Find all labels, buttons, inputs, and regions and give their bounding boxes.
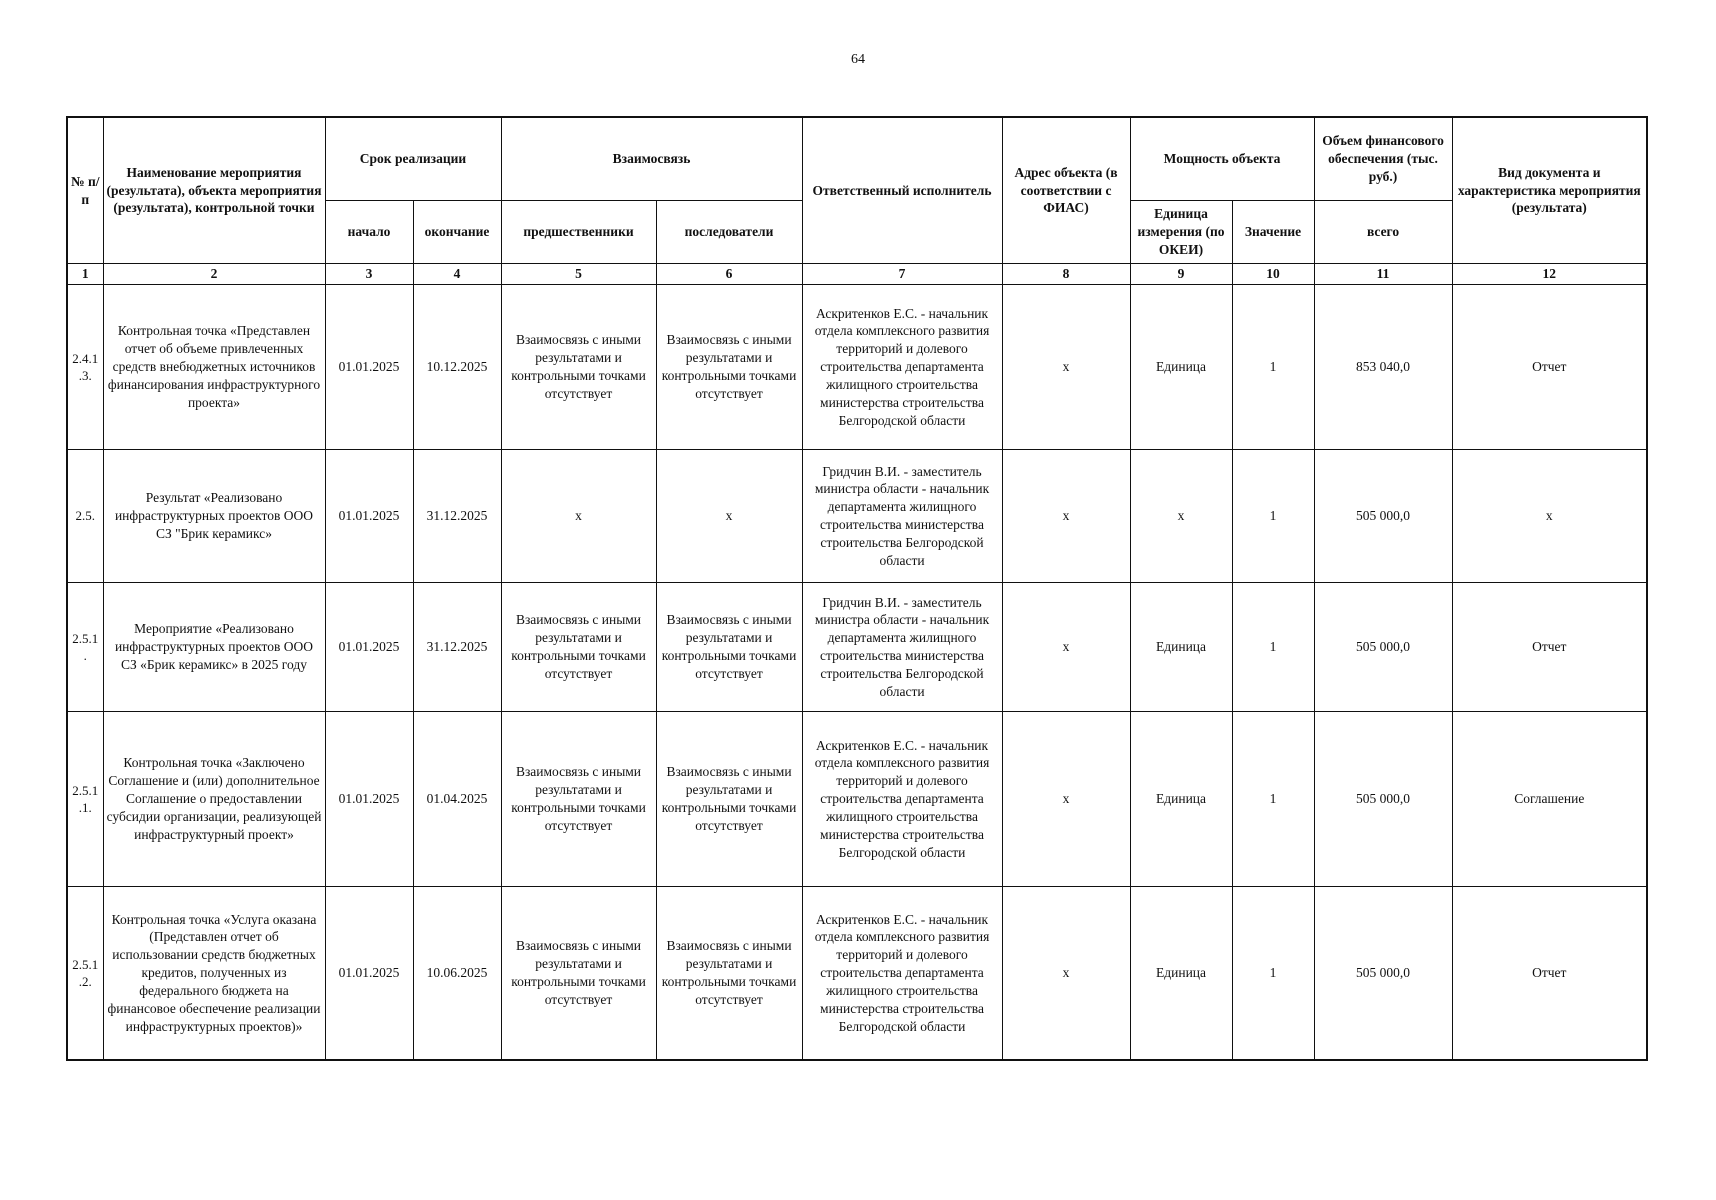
row-end: 31.12.2025: [413, 583, 501, 712]
header-link-succ: последователи: [656, 201, 802, 264]
table-row: [67, 712, 1647, 887]
row-successors: Взаимосвязь с иными результатами и контрольными точками отсутствует: [656, 583, 802, 712]
row-document: х: [1452, 450, 1647, 583]
table-row: [67, 583, 1647, 712]
header-term: Срок реализации: [325, 117, 501, 201]
row-document: Соглашение: [1452, 712, 1647, 887]
row-predecessors: Взаимосвязь с иными результатами и контрольными точками отсутствует: [501, 583, 656, 712]
column-number: 8: [1002, 264, 1130, 285]
row-end: 10.06.2025: [413, 887, 501, 1061]
row-responsible: Гридчин В.И. - заместитель министра области - начальник департамента жилищного строительства министерства строительства Белгородской области: [802, 450, 1002, 583]
row-value: 1: [1232, 887, 1314, 1061]
row-address: х: [1002, 285, 1130, 450]
column-number: 10: [1232, 264, 1314, 285]
row-unit: х: [1130, 450, 1232, 583]
row-start: 01.01.2025: [325, 583, 413, 712]
header-finance: Объем финансового обеспечения (тыс. руб.): [1314, 117, 1452, 201]
header-term-start: начало: [325, 201, 413, 264]
table-row: [67, 887, 1647, 1061]
header-responsible: Ответственный исполнитель: [802, 117, 1002, 264]
row-name: Контрольная точка «Представлен отчет об объеме привлеченных средств внебюджетных источников финансирования инфраструктурного проекта»: [103, 285, 325, 450]
column-number: 4: [413, 264, 501, 285]
row-start: 01.01.2025: [325, 450, 413, 583]
column-number: 7: [802, 264, 1002, 285]
table-row: [67, 285, 1647, 450]
row-address: х: [1002, 887, 1130, 1061]
row-responsible: Гридчин В.И. - заместитель министра области - начальник департамента жилищного строительства министерства строительства Белгородской области: [802, 583, 1002, 712]
row-address: х: [1002, 712, 1130, 887]
row-value: 1: [1232, 285, 1314, 450]
row-predecessors: Взаимосвязь с иными результатами и контрольными точками отсутствует: [501, 285, 656, 450]
header-num: № п/п: [67, 117, 103, 264]
row-successors: х: [656, 450, 802, 583]
row-responsible: Аскритенков Е.С. - начальник отдела комплексного развития территорий и долевого строительства департамента жилищного строительства министерства строительства Белгородской области: [802, 712, 1002, 887]
column-number: 1: [67, 264, 103, 285]
header-link: Взаимосвязь: [501, 117, 802, 201]
row-successors: Взаимосвязь с иными результатами и контрольными точками отсутствует: [656, 285, 802, 450]
row-total: 505 000,0: [1314, 450, 1452, 583]
row-start: 01.01.2025: [325, 887, 413, 1061]
row-value: 1: [1232, 712, 1314, 887]
row-predecessors: Взаимосвязь с иными результатами и контрольными точками отсутствует: [501, 712, 656, 887]
column-number: 12: [1452, 264, 1647, 285]
row-total: 505 000,0: [1314, 583, 1452, 712]
row-successors: Взаимосвязь с иными результатами и контрольными точками отсутствует: [656, 712, 802, 887]
header-term-end: окончание: [413, 201, 501, 264]
row-end: 31.12.2025: [413, 450, 501, 583]
row-name: Контрольная точка «Услуга оказана (Представлен отчет об использовании средств бюджетных кредитов, полученных из федерального бюджета на финансовое обеспечение реализации инфраструктурных проектов)»: [103, 887, 325, 1061]
header-capacity: Мощность объекта: [1130, 117, 1314, 201]
row-document: Отчет: [1452, 285, 1647, 450]
column-number-row: [67, 264, 1647, 285]
column-number: 9: [1130, 264, 1232, 285]
row-successors: Взаимосвязь с иными результатами и контрольными точками отсутствует: [656, 887, 802, 1061]
row-address: х: [1002, 450, 1130, 583]
row-total: 853 040,0: [1314, 285, 1452, 450]
row-responsible: Аскритенков Е.С. - начальник отдела комплексного развития территорий и долевого строительства департамента жилищного строительства министерства строительства Белгородской области: [802, 285, 1002, 450]
row-unit: Единица: [1130, 712, 1232, 887]
page-number: 64: [851, 52, 865, 67]
row-num: 2.4.1.3.: [67, 285, 103, 450]
header-address: Адрес объекта (в соответствии с ФИАС): [1002, 117, 1130, 264]
row-predecessors: х: [501, 450, 656, 583]
row-num: 2.5.: [67, 450, 103, 583]
row-start: 01.01.2025: [325, 285, 413, 450]
column-number: 6: [656, 264, 802, 285]
row-num: 2.5.1.: [67, 583, 103, 712]
row-value: 1: [1232, 583, 1314, 712]
plan-table: [66, 116, 1648, 1061]
row-unit: Единица: [1130, 583, 1232, 712]
row-name: Результат «Реализовано инфраструктурных проектов ООО СЗ "Брик керамикс»: [103, 450, 325, 583]
row-total: 505 000,0: [1314, 712, 1452, 887]
row-responsible: Аскритенков Е.С. - начальник отдела комплексного развития территорий и долевого строительства департамента жилищного строительства министерства строительства Белгородской области: [802, 887, 1002, 1061]
row-value: 1: [1232, 450, 1314, 583]
row-num: 2.5.1.2.: [67, 887, 103, 1061]
row-total: 505 000,0: [1314, 887, 1452, 1061]
row-name: Мероприятие «Реализовано инфраструктурных проектов ООО СЗ «Брик керамикс» в 2025 году: [103, 583, 325, 712]
row-name: Контрольная точка «Заключено Соглашение и (или) дополнительное Соглашение о предоставлении субсидии организации, реализующей инфраструктурный проект»: [103, 712, 325, 887]
row-end: 10.12.2025: [413, 285, 501, 450]
row-address: х: [1002, 583, 1130, 712]
header-document: Вид документа и характеристика мероприятия (результата): [1452, 117, 1647, 264]
column-number: 5: [501, 264, 656, 285]
row-document: Отчет: [1452, 583, 1647, 712]
column-number: 11: [1314, 264, 1452, 285]
header-name: Наименование мероприятия (результата), объекта мероприятия (результата), контрольной точки: [103, 117, 325, 264]
row-predecessors: Взаимосвязь с иными результатами и контрольными точками отсутствует: [501, 887, 656, 1061]
row-end: 01.04.2025: [413, 712, 501, 887]
column-number: 2: [103, 264, 325, 285]
header-finance-total: всего: [1314, 201, 1452, 264]
header-cap-value: Значение: [1232, 201, 1314, 264]
column-number: 3: [325, 264, 413, 285]
table-row: [67, 450, 1647, 583]
row-num: 2.5.1.1.: [67, 712, 103, 887]
row-start: 01.01.2025: [325, 712, 413, 887]
row-document: Отчет: [1452, 887, 1647, 1061]
header-link-pred: предшественники: [501, 201, 656, 264]
row-unit: Единица: [1130, 285, 1232, 450]
header-cap-unit: Единица измерения (по ОКЕИ): [1130, 201, 1232, 264]
row-unit: Единица: [1130, 887, 1232, 1061]
